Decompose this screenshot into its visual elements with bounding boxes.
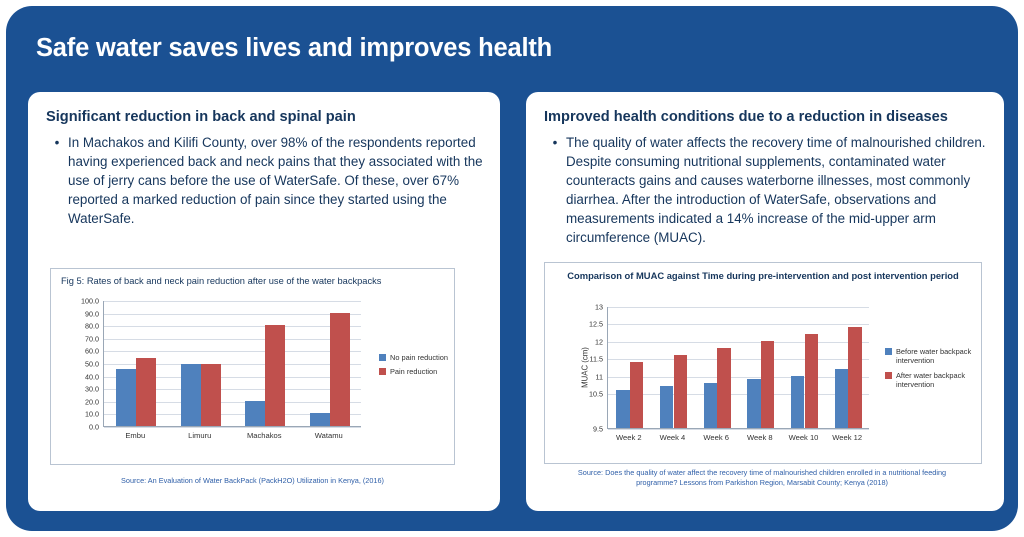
chart-gridline bbox=[608, 429, 869, 430]
chart-y-axis-label: MUAC (cm) bbox=[580, 347, 590, 388]
chart-title: Fig 5: Rates of back and neck pain reduction after use of the water backpacks bbox=[61, 276, 382, 286]
chart-gridline bbox=[104, 339, 361, 340]
chart-x-tick: Limuru bbox=[188, 431, 212, 440]
chart-y-tick: 60.0 bbox=[85, 346, 99, 356]
right-card-heading: Improved health conditions due to a reduction in diseases bbox=[544, 109, 948, 125]
chart-y-tick: 10.5 bbox=[589, 389, 603, 399]
chart-bar bbox=[717, 348, 731, 428]
chart-legend bbox=[379, 353, 451, 382]
chart-bar bbox=[310, 413, 330, 426]
chart-plot-area bbox=[103, 301, 361, 427]
chart-bar bbox=[181, 364, 201, 426]
bullet-icon: • bbox=[552, 134, 558, 150]
chart-bar bbox=[791, 376, 805, 428]
legend-swatch-icon bbox=[379, 354, 386, 361]
chart-x-tick: Week 12 bbox=[832, 433, 863, 442]
chart-y-tick: 50.0 bbox=[85, 359, 99, 369]
chart-y-tick: 12 bbox=[595, 337, 603, 347]
chart-legend-item bbox=[885, 347, 977, 366]
chart-bar bbox=[848, 327, 862, 428]
chart-gridline bbox=[608, 359, 869, 360]
chart-bar bbox=[116, 369, 136, 426]
legend-label: After water backpack intervention bbox=[896, 370, 966, 389]
legend-swatch-icon bbox=[885, 348, 892, 355]
right-source-note: Source: Does the quality of water affect the recovery time of malnourished children enrolled in a nutritional feeding programme? Lessons from Parkishon Region, Marsabit County; Kenya (2018) bbox=[577, 468, 947, 487]
chart-x-tick: Week 2 bbox=[616, 433, 642, 442]
right-card-bullet bbox=[544, 133, 990, 247]
chart-bar bbox=[674, 355, 688, 428]
chart-x-tick: Machakos bbox=[246, 431, 282, 440]
left-card-bullet bbox=[46, 133, 486, 228]
chart-y-tick: 30.0 bbox=[85, 384, 99, 394]
chart-y-tick: 11 bbox=[595, 372, 603, 382]
legend-swatch-icon bbox=[885, 372, 892, 379]
legend-label: Pain reduction bbox=[390, 367, 438, 377]
chart-y-tick: 11.5 bbox=[589, 354, 603, 364]
chart-legend-item bbox=[885, 371, 977, 390]
chart-gridline bbox=[104, 351, 361, 352]
right-card-bullet-text: The quality of water affects the recovery time of malnourished children. Despite consuming nutritional supplements, contaminated water counteracts gains and causes waterborne illnesses, most commonly diarrhea. After the introduction of WaterSafe, observations and measurements indicated a 14% increase of the mid-upper arm circumference (MUAC). bbox=[566, 134, 986, 245]
chart-y-tick: 10.0 bbox=[85, 409, 99, 419]
page-title: Safe water saves lives and improves health bbox=[36, 34, 553, 62]
chart-y-tick: 40.0 bbox=[85, 372, 99, 382]
chart-y-tick: 70.0 bbox=[85, 334, 99, 344]
chart-legend-item bbox=[379, 353, 451, 362]
chart-x-tick: Week 6 bbox=[703, 433, 729, 442]
chart-y-tick: 100.0 bbox=[81, 296, 99, 306]
chart-bar bbox=[201, 364, 221, 426]
chart-gridline bbox=[608, 377, 869, 378]
chart-title: Comparison of MUAC against Time during pre-intervention and post intervention period bbox=[567, 270, 959, 281]
chart-y-tick: 20.0 bbox=[85, 397, 99, 407]
chart-bar bbox=[136, 358, 156, 426]
chart-bar bbox=[747, 379, 761, 428]
chart-bar bbox=[805, 334, 819, 428]
chart-y-tick: 13 bbox=[595, 302, 603, 312]
chart-legend bbox=[885, 347, 977, 394]
chart-legend-item bbox=[379, 367, 451, 376]
chart-gridline bbox=[608, 307, 869, 308]
chart-x-tick: Watamu bbox=[314, 431, 343, 440]
chart-bar bbox=[330, 313, 350, 426]
chart-x-tick: Week 8 bbox=[747, 433, 773, 442]
chart-bar bbox=[245, 401, 265, 426]
chart-gridline bbox=[104, 314, 361, 315]
chart-bar bbox=[704, 383, 718, 428]
left-card-heading: Significant reduction in back and spinal pain bbox=[46, 109, 356, 125]
chart-y-tick: 9.5 bbox=[593, 424, 603, 434]
muac-chart bbox=[544, 262, 982, 464]
left-source-note: Source: An Evaluation of Water BackPack (PackH2O) Utilization in Kenya, (2016) bbox=[121, 476, 384, 485]
chart-y-tick: 80.0 bbox=[85, 321, 99, 331]
chart-x-tick: Week 10 bbox=[788, 433, 819, 442]
chart-x-tick: Embu bbox=[125, 431, 146, 440]
chart-y-tick: 12.5 bbox=[589, 319, 603, 329]
back-pain-chart bbox=[50, 268, 455, 465]
chart-bar bbox=[835, 369, 849, 428]
chart-gridline bbox=[608, 324, 869, 325]
chart-gridline bbox=[104, 427, 361, 428]
legend-swatch-icon bbox=[379, 368, 386, 375]
chart-plot bbox=[81, 296, 361, 440]
chart-bar bbox=[630, 362, 644, 428]
chart-x-tick: Week 4 bbox=[659, 433, 686, 442]
bullet-icon: • bbox=[54, 134, 60, 150]
chart-y-tick: 90.0 bbox=[85, 309, 99, 319]
chart-bar bbox=[660, 386, 674, 428]
chart-bar bbox=[761, 341, 775, 428]
chart-plot bbox=[589, 302, 869, 442]
chart-y-tick: 0.0 bbox=[89, 422, 99, 432]
chart-gridline bbox=[608, 394, 869, 395]
chart-bar bbox=[265, 325, 285, 426]
left-card-bullet-text: In Machakos and Kilifi County, over 98% of the respondents reported having experienced back and neck pains that they associated with the use of jerry cans before the use of WaterSafe. Of these, over 67% reported a marked reduction of pain since they started using the WaterSafe. bbox=[68, 134, 483, 226]
slide-background bbox=[6, 6, 1018, 531]
chart-gridline bbox=[104, 326, 361, 327]
legend-label: No pain reduction bbox=[390, 353, 448, 362]
chart-bar bbox=[616, 390, 630, 428]
chart-plot-area bbox=[607, 307, 869, 429]
legend-label: Before water backpack intervention bbox=[896, 347, 972, 366]
chart-gridline bbox=[608, 342, 869, 343]
chart-gridline bbox=[104, 301, 361, 302]
